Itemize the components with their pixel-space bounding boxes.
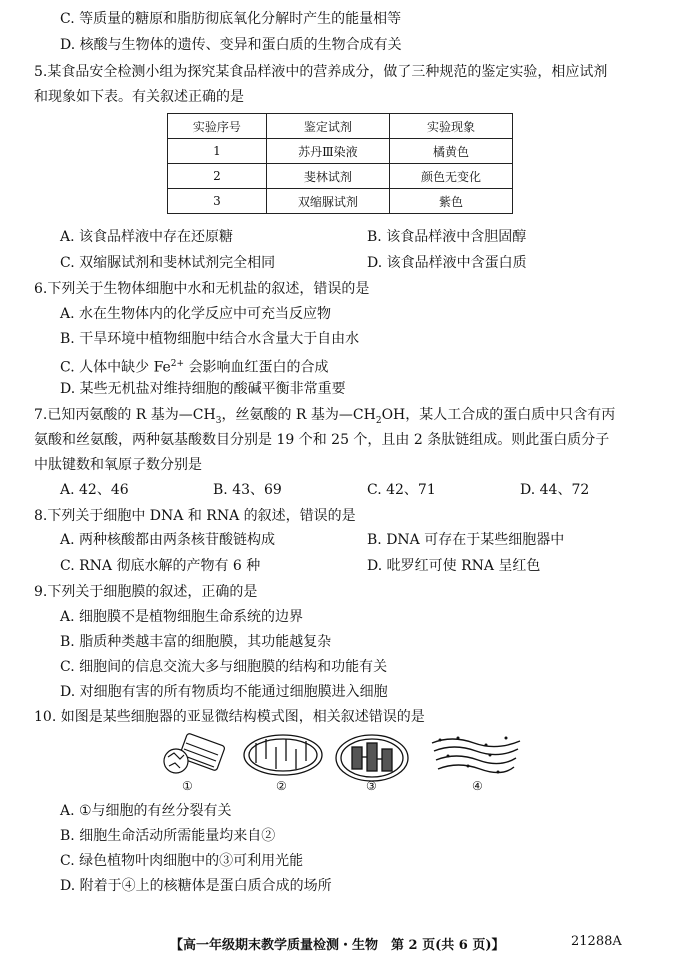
- option-a: A. ①与细胞的有丝分裂有关: [60, 803, 232, 819]
- table-cell: 双缩脲试剂: [266, 189, 389, 214]
- option-b: B. 脂质种类越丰富的细胞膜，其功能越复杂: [60, 634, 332, 650]
- centriole-icon: [160, 733, 230, 779]
- table-cell: 紫色: [389, 189, 512, 214]
- option-b: B. DNA 可存在于某些细胞器中: [367, 532, 565, 548]
- option-a: A. 细胞膜不是植物细胞生命系统的边界: [60, 609, 304, 625]
- option-b: B. 该食品样液中含胆固醇: [367, 229, 527, 245]
- option-a: A. 两种核酸都由两条核苷酸链构成: [60, 532, 276, 548]
- option-c: [60, 355, 329, 377]
- option-d: D. 对细胞有害的所有物质均不能通过细胞膜进入细胞: [60, 684, 388, 700]
- table-cell: 3: [168, 189, 267, 214]
- subscript: 3: [215, 415, 222, 426]
- question-5-stem-cont: 和现象如下表。有关叙述正确的是: [34, 89, 244, 105]
- figure-caption-1: ①: [182, 779, 193, 793]
- table-cell: 颜色无变化: [389, 164, 512, 189]
- exam-code: 21288A: [571, 934, 622, 949]
- option-text: C. 等质量的糖原和脂肪彻底氧化分解时产生的能量相等: [60, 11, 402, 27]
- table-cell: 2: [168, 164, 267, 189]
- question-9-stem: 9.下列关于细胞膜的叙述，正确的是: [34, 584, 258, 600]
- subscript: 2: [375, 415, 382, 426]
- endoplasmic-reticulum-icon: [428, 733, 524, 779]
- question-10-stem: 10. 如图是某些细胞器的亚显微结构模式图，相关叙述错误的是: [34, 709, 425, 725]
- option-text: D. 核酸与生物体的遗传、变异和蛋白质的生物合成有关: [60, 37, 402, 53]
- figure-caption-4: ④: [472, 779, 483, 793]
- option-d: D. 附着于④上的核糖体是蛋白质合成的场所: [60, 878, 332, 894]
- option-c: C. 细胞间的信息交流大多与细胞膜的结构和功能有关: [60, 659, 388, 675]
- mitochondrion-icon: [242, 733, 324, 779]
- figure-caption-2: ②: [276, 779, 287, 793]
- chloroplast-icon: [334, 733, 412, 783]
- superscript: 2+: [170, 359, 185, 369]
- question-5-stem: 5.某食品安全检测小组为探究某食品样液中的营养成分，做了三种规范的鉴定实验，相应试剂: [34, 64, 608, 80]
- stem-text: ，丝氨酸的 R 基为—CH: [221, 407, 376, 423]
- table-row: [168, 189, 513, 214]
- option-a: A. 该食品样液中存在还原糖: [60, 229, 234, 245]
- option-d: D. 44、72: [520, 482, 590, 498]
- option-d: D. 某些无机盐对维持细胞的酸碱平衡非常重要: [60, 381, 346, 397]
- option-c: C. 双缩脲试剂和斐林试剂完全相同: [60, 255, 276, 271]
- option-d: D. 吡罗红可使 RNA 呈红色: [367, 558, 541, 574]
- experiment-table: [167, 113, 513, 214]
- table-header: 实验现象: [389, 114, 512, 139]
- stem-text: 7.已知丙氨酸的 R 基为—CH: [34, 407, 216, 423]
- option-b: B. 干旱环境中植物细胞中结合水含量大于自由水: [60, 331, 360, 347]
- table-row: [168, 164, 513, 189]
- option-b: B. 细胞生命活动所需能量均来自②: [60, 828, 276, 844]
- question-7-stem-cont: 中肽键数和氧原子数分别是: [34, 457, 202, 473]
- option-c-text-cont: 会影响血红蛋白的合成: [184, 359, 329, 376]
- question-8-stem: 8.下列关于细胞中 DNA 和 RNA 的叙述，错误的是: [34, 508, 356, 524]
- table-cell: 斐林试剂: [266, 164, 389, 189]
- table-header-row: [168, 114, 513, 139]
- question-7-stem: [34, 406, 615, 430]
- table-cell: 1: [168, 139, 267, 164]
- table-cell: 橘黄色: [389, 139, 512, 164]
- option-b: B. 43、69: [213, 482, 282, 498]
- option-a: A. 水在生物体内的化学反应中可充当反应物: [60, 306, 332, 322]
- stem-text: OH，某人工合成的蛋白质中只含有丙: [381, 407, 616, 423]
- option-c: C. RNA 彻底水解的产物有 6 种: [60, 558, 261, 574]
- table-header: 实验序号: [168, 114, 267, 139]
- page-footer: 【高一年级期末教学质量检测・生物 第 2 页(共 6 页)】: [170, 938, 505, 953]
- table-header: 鉴定试剂: [266, 114, 389, 139]
- figure-caption-3: ③: [366, 779, 377, 793]
- option-d: D. 该食品样液中含蛋白质: [367, 255, 527, 271]
- table-cell: 苏丹Ⅲ染液: [266, 139, 389, 164]
- organelle-figure: [160, 733, 520, 795]
- option-c: C. 42、71: [367, 482, 436, 498]
- option-a: A. 42、46: [60, 482, 129, 498]
- question-7-stem-cont: 氨酸和丝氨酸，两种氨基酸数目分别是 19 个和 25 个，且由 2 条肽链组成。则此蛋白质分子: [34, 432, 610, 448]
- question-6-stem: 6.下列关于生物体细胞中水和无机盐的叙述，错误的是: [34, 281, 370, 297]
- option-c: C. 绿色植物叶肉细胞中的③可利用光能: [60, 853, 304, 869]
- option-c-text: C. 人体中缺少 Fe: [60, 359, 171, 376]
- table-row: [168, 139, 513, 164]
